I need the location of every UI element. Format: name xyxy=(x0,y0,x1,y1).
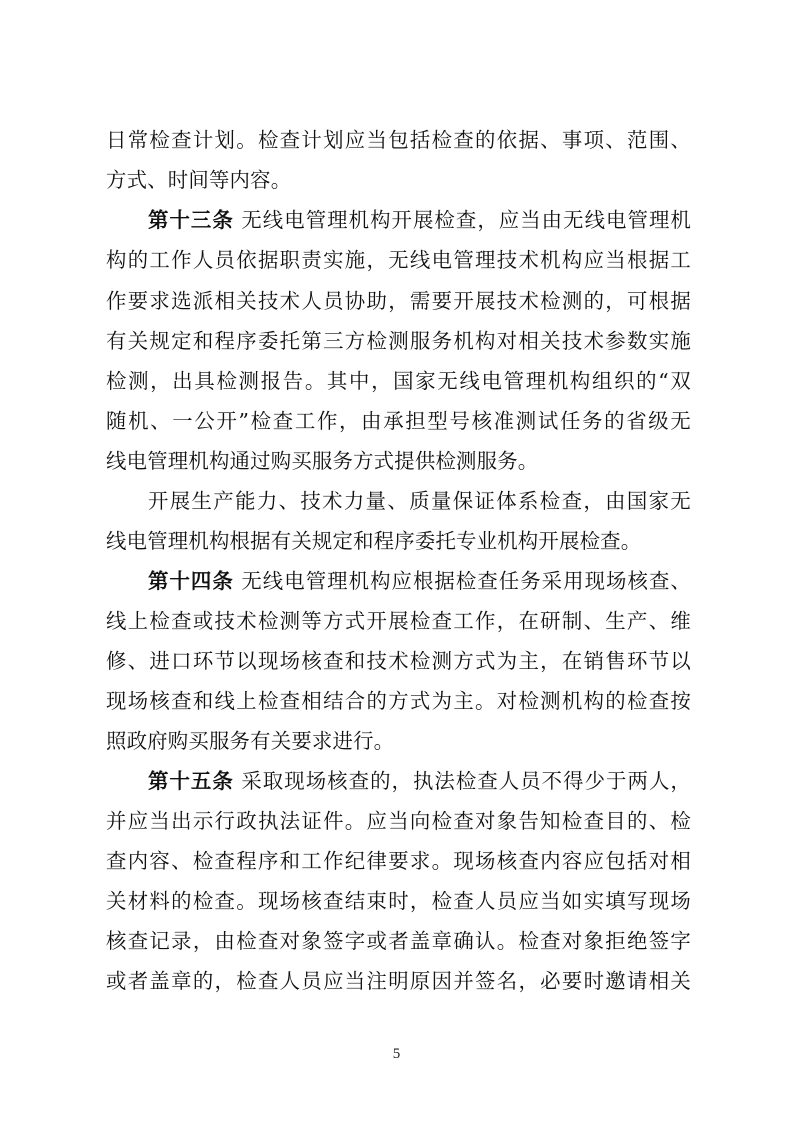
article-15-first-line xyxy=(148,766,691,796)
article-heading: 第十四条 xyxy=(148,569,234,593)
text-fragment: 无线电管理机构开展检查，应当由无线电管理机 xyxy=(241,208,691,232)
text-line: 随机、一公开”检查工作，由承担型号核准测试任务的省级无 xyxy=(106,409,691,433)
text-line: 有关规定和程序委托第三方检测服务机构对相关技术参数实施 xyxy=(106,329,691,353)
article-heading: 第十三条 xyxy=(148,208,234,232)
text-line: 照政府购买服务有关要求进行。 xyxy=(106,729,395,753)
text-line: 检测，出具检测报告。其中，国家无线电管理机构组织的“双 xyxy=(106,369,691,393)
text-fragment: 无线电管理机构应根据检查任务采用现场核查、 xyxy=(241,569,691,593)
article-13-first-line xyxy=(148,205,691,235)
text-line: 并应当出示行政执法证件。应当向检查对象告知检查目的、检 xyxy=(106,809,691,833)
text-line: 方式、时间等内容。 xyxy=(106,168,292,192)
text-line: 查内容、检查程序和工作纪律要求。现场核查内容应包括对相 xyxy=(106,849,691,873)
text-line: 修、进口环节以现场核查和技术检测方式为主，在销售环节以 xyxy=(106,649,691,673)
text-line: 线电管理机构通过购买服务方式提供检测服务。 xyxy=(106,449,539,473)
article-heading: 第十五条 xyxy=(148,769,234,793)
text-line: 关材料的检查。现场核查结束时，检查人员应当如实填写现场 xyxy=(106,889,691,913)
page-number: 5 xyxy=(392,1046,401,1062)
text-line: 构的工作人员依据职责实施，无线电管理技术机构应当根据工 xyxy=(106,248,691,272)
text-line: 作要求选派相关技术人员协助，需要开展技术检测的，可根据 xyxy=(106,289,691,313)
text-line: 日常检查计划。检查计划应当包括检查的依据、事项、范围、 xyxy=(106,128,691,152)
text-line: 线电管理机构根据有关规定和程序委托专业机构开展检查。 xyxy=(106,529,642,553)
text-fragment: 采取现场核查的，执法检查人员不得少于两人， xyxy=(241,769,691,793)
text-line: 或者盖章的，检查人员应当注明原因并签名，必要时邀请相关 xyxy=(106,969,691,993)
text-line: 核查记录，由检查对象签字或者盖章确认。检查对象拒绝签字 xyxy=(106,929,691,953)
text-line: 开展生产能力、技术力量、质量保证体系检查，由国家无 xyxy=(148,489,691,513)
article-14-first-line xyxy=(148,566,691,596)
text-line: 现场核查和线上检查相结合的方式为主。对检测机构的检查按 xyxy=(106,689,691,713)
text-line: 线上检查或技术检测等方式开展检查工作，在研制、生产、维 xyxy=(106,609,691,633)
